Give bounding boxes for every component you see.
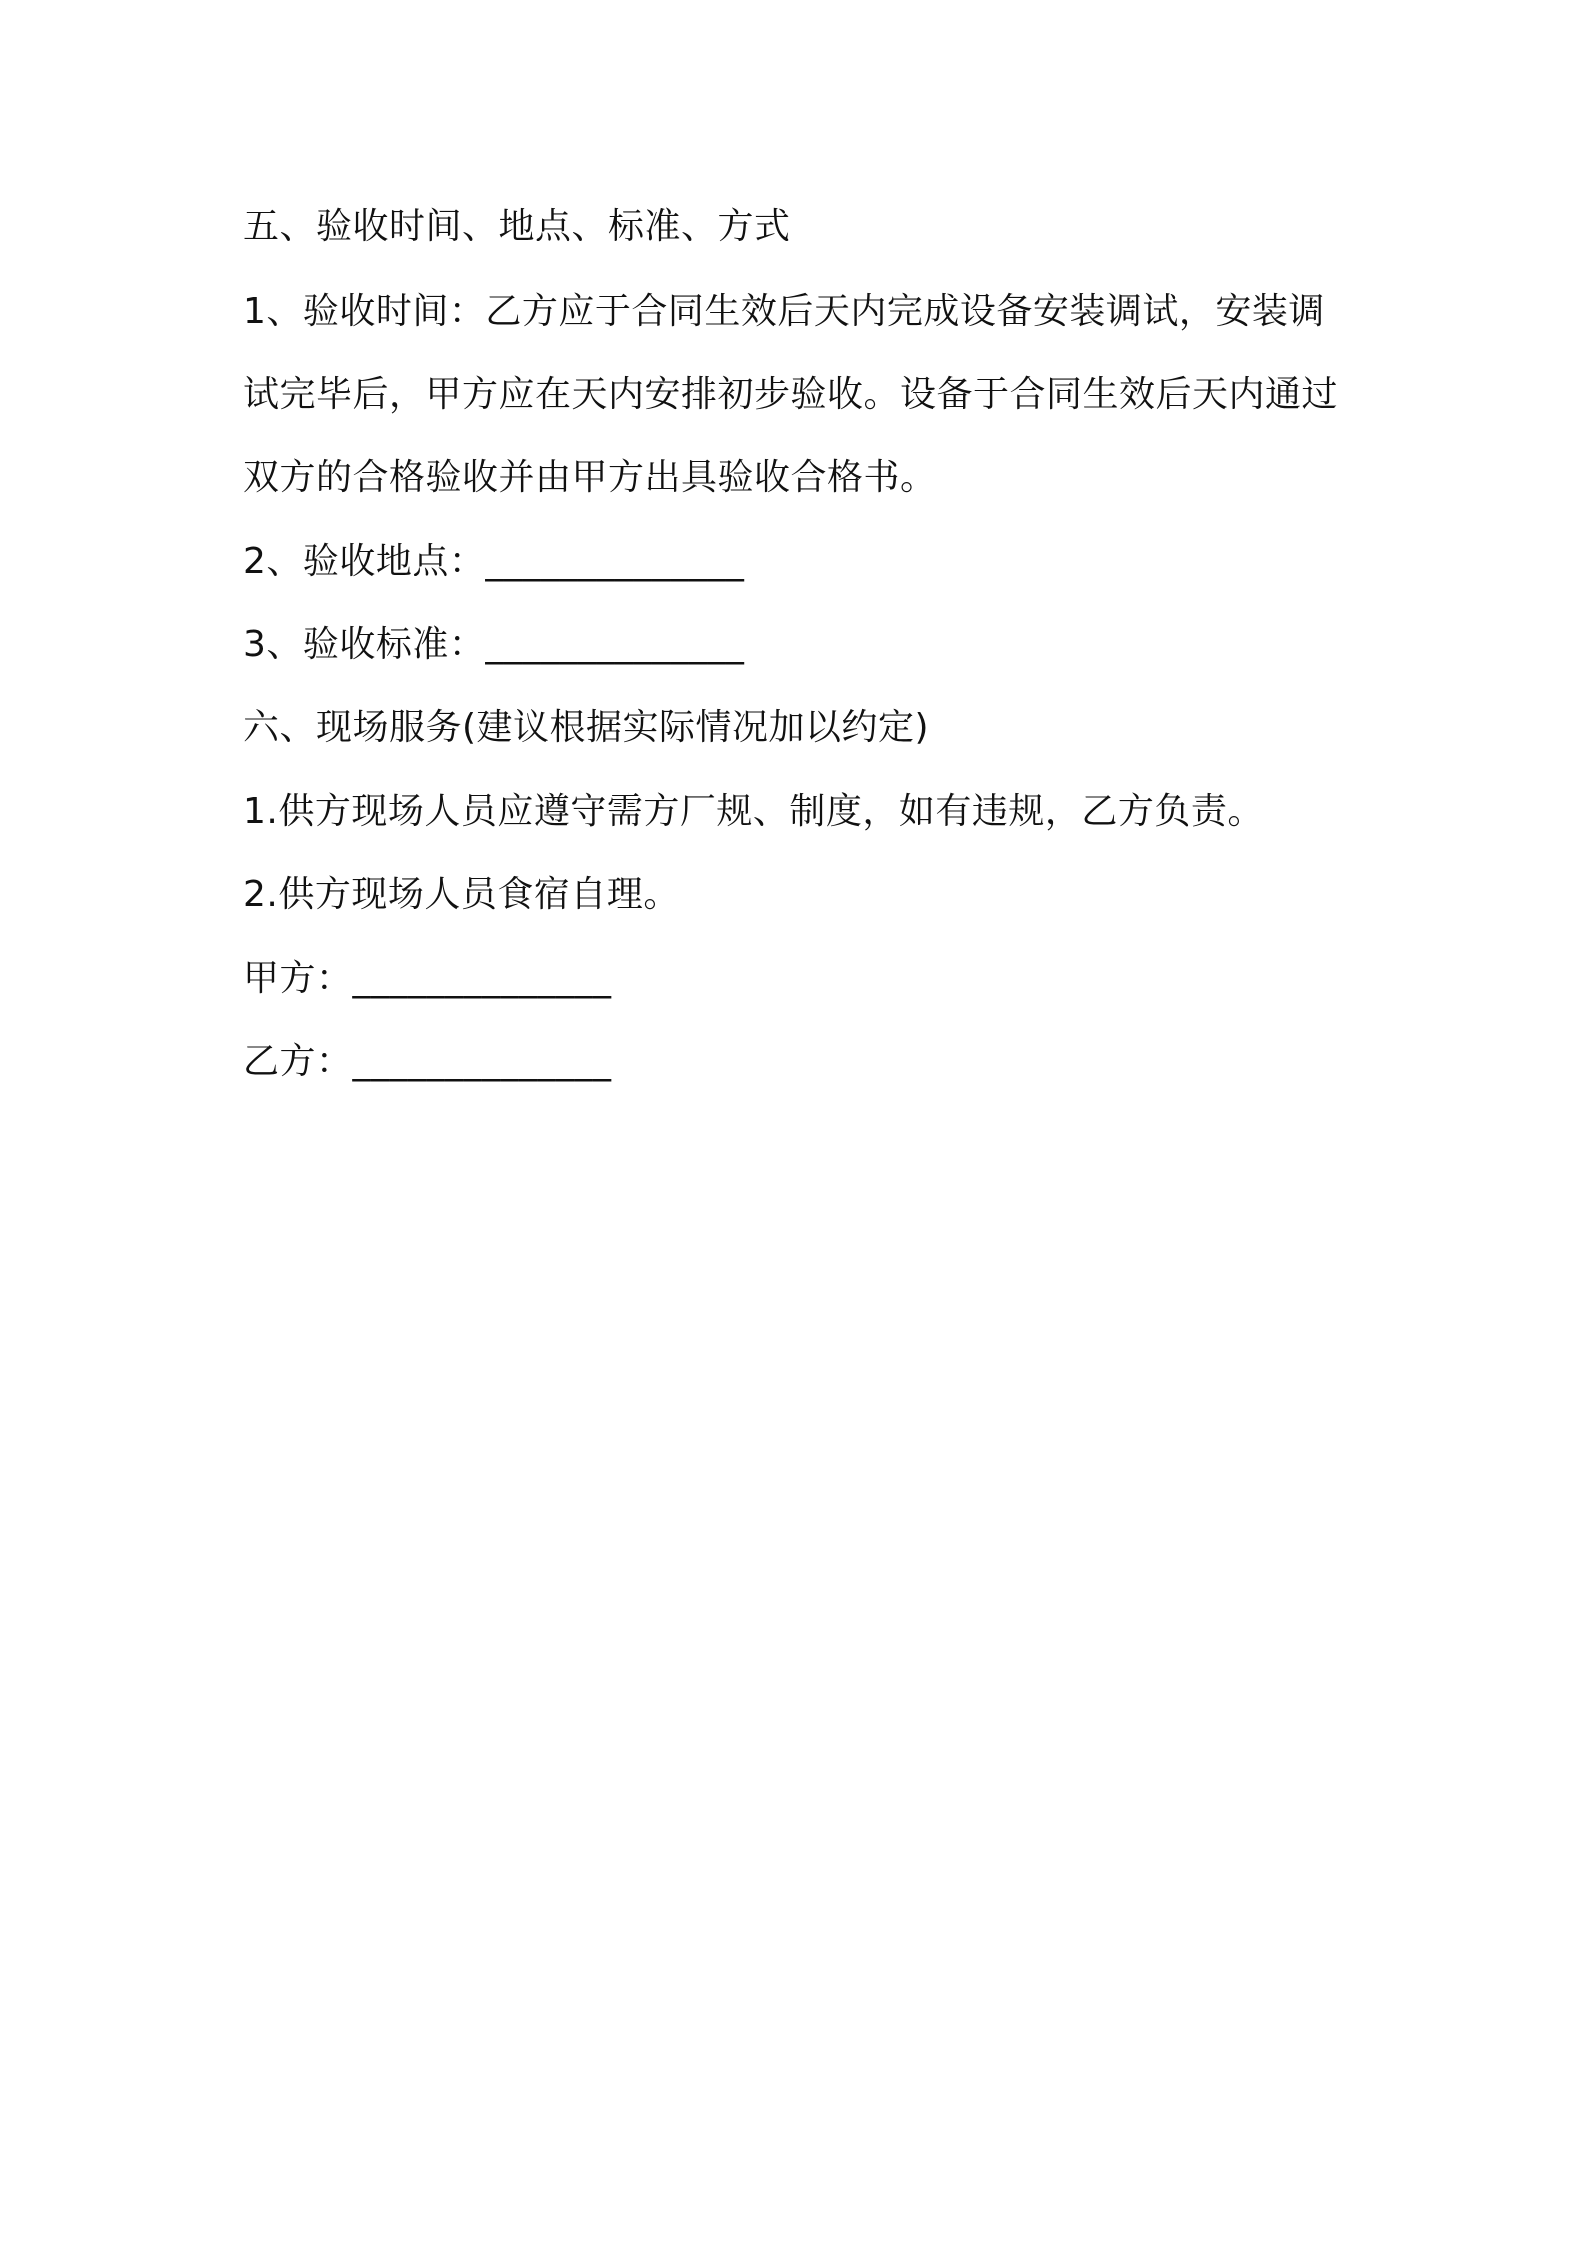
acceptance-time-line-1: 1、验收时间：乙方应于合同生效后天内完成设备安装调试，安装调 — [243, 291, 1325, 332]
party-a-signature: 甲方：______________ — [243, 958, 612, 999]
acceptance-standard: 3、验收标准：______________ — [243, 624, 745, 665]
onsite-service-item-1: 1.供方现场人员应遵守需方厂规、制度，如有违规，乙方负责。 — [243, 791, 1264, 832]
onsite-service-item-2: 2.供方现场人员食宿自理。 — [243, 874, 680, 915]
section-5-heading: 五、验收时间、地点、标准、方式 — [243, 206, 791, 247]
party-b-signature: 乙方：______________ — [243, 1041, 612, 1082]
section-6-heading: 六、现场服务(建议根据实际情况加以约定) — [243, 707, 930, 748]
acceptance-location: 2、验收地点：______________ — [243, 541, 745, 582]
acceptance-time-line-3: 双方的合格验收并由甲方出具验收合格书。 — [243, 457, 937, 498]
acceptance-time-line-2: 试完毕后，甲方应在天内安排初步验收。设备于合同生效后天内通过 — [243, 374, 1339, 415]
